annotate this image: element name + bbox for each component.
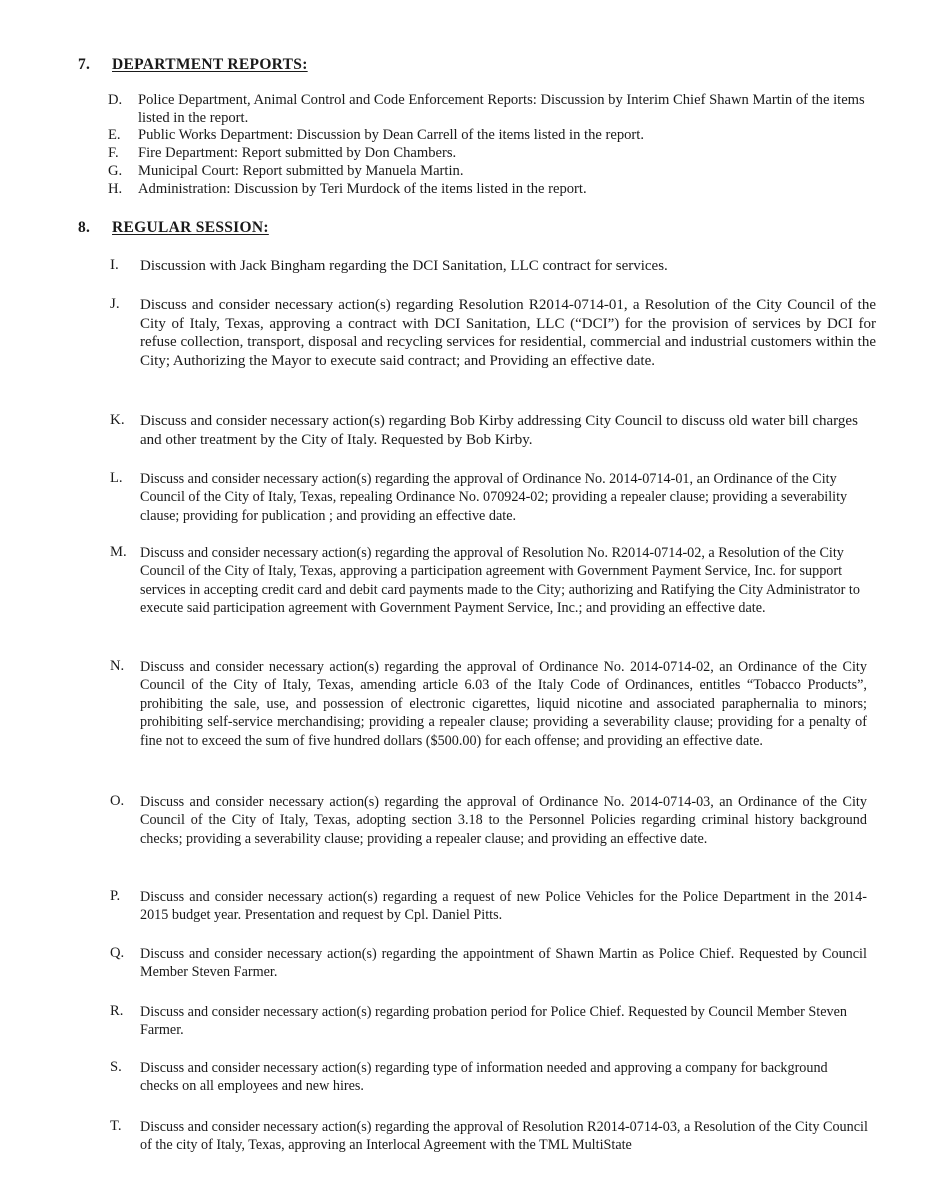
agenda-item-q xyxy=(110,945,878,982)
agenda-item-t xyxy=(110,1118,880,1155)
item-text: Discuss and consider necessary action(s) regarding the approval of Resolution No. R2014-0714-02, a Resolution of the City Council of the City of Italy, Texas, approving a participation agreement with Government Payment Service, Inc. for support services in accepting credit card and debit card payments made to the City; authorizing and Ratifying the City Administrator to execute said participation agreement with Government Payment Service, Inc.; and providing an effective date. xyxy=(140,545,860,617)
item-letter: K. xyxy=(110,412,125,428)
item-letter: N. xyxy=(110,658,125,674)
item-text: Discuss and consider necessary action(s) regarding a request of new Police Vehicles for the Police Department in the 2014-2015 budget year. Presentation and request by Cpl. Daniel Pitts. xyxy=(140,889,867,924)
item-text: Discuss and consider necessary action(s) regarding the approval of Ordinance No. 2014-0714-02, an Ordinance of the City Council of the City of Italy, Texas, amending article 6.03 of the Italy Code of Ordinances, entitles “Tobacco Products”, prohibiting the sale, use, and possession of electronic cigarettes, liquid nicotine and associated paraphernalia to minors; prohibiting self-service merchandising; providing a repealer clause; providing a severability clause; providing for a penalty of fine not to exceed the sum of five hundred dollars ($500.00) for each offense; and providing an effective date. xyxy=(140,659,867,749)
agenda-item-o xyxy=(110,793,878,848)
item-text: Discuss and consider necessary action(s) regarding type of information needed and approving a company for background checks on all employees and new hires. xyxy=(140,1060,828,1095)
item-text: Discuss and consider necessary action(s) regarding probation period for Police Chief. Requested by Council Member Steven Farmer. xyxy=(140,1004,847,1039)
item-letter: H. xyxy=(108,181,123,197)
agenda-item-d xyxy=(108,92,876,127)
agenda-item-g xyxy=(108,163,876,181)
item-text: Municipal Court: Report submitted by Manuela Martin. xyxy=(138,163,464,179)
item-text: Discuss and consider necessary action(s) regarding the appointment of Shawn Martin as Police Chief. Requested by Council Member Steven Farmer. xyxy=(140,946,867,981)
item-letter: F. xyxy=(108,145,119,161)
section-number: 7. xyxy=(78,56,91,73)
item-text: Discuss and consider necessary action(s) regarding the approval of Resolution R2014-0714-03, a Resolution of the City Council of the city of Italy, Texas, approving an Interlocal Agreement with the TML MultiState xyxy=(140,1119,868,1154)
agenda-item-f xyxy=(108,145,876,163)
agenda-item-m xyxy=(110,544,880,618)
item-text: Discuss and consider necessary action(s) regarding Bob Kirby addressing City Council to discuss old water bill charges and other treatment by the City of Italy. Requested by Bob Kirby. xyxy=(140,413,858,448)
item-text: Discuss and consider necessary action(s) regarding Resolution R2014-0714-01, a Resolution of the City Council of the City of Italy, Texas, approving a contract with DCI Sanitation, LLC (“DCI”) for the provision of services by DCI for refuse collection, transport, disposal and recycling services for residential, commercial and industrial customers within the City; Authorizing the Mayor to execute said contract; and Providing an effective date. xyxy=(140,297,876,369)
agenda-item-k xyxy=(110,412,878,449)
item-text: Administration: Discussion by Teri Murdock of the items listed in the report. xyxy=(138,181,587,197)
item-letter: M. xyxy=(110,544,127,560)
item-letter: Q. xyxy=(110,945,125,961)
item-text: Discuss and consider necessary action(s) regarding the approval of Ordinance No. 2014-0714-03, an Ordinance of the City Council of the City of Italy, Texas, adopting section 3.18 to the Personnel Policies regarding criminal history background checks; providing a severability clause; providing a repealer clause; and providing an effective date. xyxy=(140,794,867,847)
item-letter: T. xyxy=(110,1118,122,1134)
item-text: Public Works Department: Discussion by Dean Carrell of the items listed in the report. xyxy=(138,127,644,143)
item-letter: L. xyxy=(110,470,123,486)
agenda-item-j xyxy=(110,296,876,370)
item-text: Discuss and consider necessary action(s) regarding the approval of Ordinance No. 2014-0714-01, an Ordinance of the City Council of the City of Italy, Texas, repealing Ordinance No. 070924-02; providing a repealer clause; providing a severability clause; providing for publication ; and providing an effective date. xyxy=(140,471,848,524)
agenda-item-h xyxy=(108,181,876,199)
item-text: Police Department, Animal Control and Code Enforcement Reports: Discussion by Interim Chief Shawn Martin of the items listed in the report. xyxy=(138,92,865,126)
item-text: Fire Department: Report submitted by Don Chambers. xyxy=(138,145,457,161)
item-letter: O. xyxy=(110,793,125,809)
agenda-item-e xyxy=(108,127,876,145)
agenda-item-l xyxy=(110,470,880,525)
item-letter: G. xyxy=(108,163,123,179)
item-letter: S. xyxy=(110,1059,122,1075)
item-letter: J. xyxy=(110,296,120,312)
agenda-item-s xyxy=(110,1059,880,1096)
item-letter: R. xyxy=(110,1003,124,1019)
item-letter: P. xyxy=(110,888,121,904)
item-letter: I. xyxy=(110,257,119,273)
agenda-item-n xyxy=(110,658,878,750)
item-text: Discussion with Jack Bingham regarding the DCI Sanitation, LLC contract for services. xyxy=(140,258,668,274)
agenda-item-r xyxy=(110,1003,878,1040)
item-letter: E. xyxy=(108,127,121,143)
section-title: DEPARTMENT REPORTS: xyxy=(112,56,308,73)
agenda-item-p xyxy=(110,888,878,925)
section-number: 8. xyxy=(78,219,91,236)
agenda-item-i xyxy=(110,257,876,276)
item-letter: D. xyxy=(108,92,123,108)
section-title: REGULAR SESSION: xyxy=(112,219,269,236)
